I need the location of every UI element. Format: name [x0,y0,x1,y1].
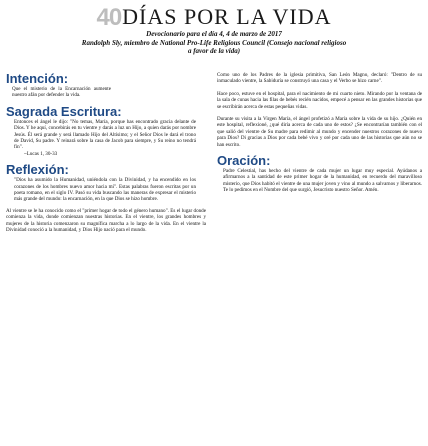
intention-text: Que el misterio de la Encarnación aumente nuestro afán por defender la vida. [12,86,111,99]
reflection-paragraph-1: "Dios ha asumido la Humanidad, uniéndola con la Divinidad, y ha encendido en los corazones de los hombres nuevo amor hacia mí". Estas palabras fueron escritas por un poeta romano, en el siglo IV. Pasó su vida buscando las maneras de expresar el misterio más grande del mundo: la encarnación, en la que Dios se hizo hombre. [14,177,196,203]
reflection-paragraph-5: Durante su visita a la Virgen María, el ángel profetizó a María sobre la vida de su hijo. ¿Quién en este hospital, reflexioné, ¿qué diría acerca de cada uno de estos? ¿Se encontrarían también con el que salió del vientre de Su madre para redimir al mundo y encender nuestros corazones de nuevo para Dios? Di gracias a Dios por cada bebé vivo y oré por cada uno de las historias que aún no se han escrito. [217,116,422,148]
devotional-author-cont: a favor de la vida) [187,47,241,55]
reflection-heading: Reflexión: [6,162,69,178]
scripture-heading: Sagrada Escritura: [6,103,122,119]
devotional-date: Devocionario para el día 4, 4 de marzo de 2017 [146,30,282,38]
reflection-paragraph-4: Hace poco, estuve en el hospital, para el nacimiento de mi cuarto nieto. Mirando por la ventana de la sala de cunas hacia las filas de bebés recién nacidos, empecé a pensar en las grandes historias que se escribirán acerca de estas pequeñas vidas. [217,90,422,110]
scripture-text: Entonces el ángel le dijo: "No temas, María, porque has encontrado gracia delante de Dios. Y he aquí, concebirás en tu vientre y darás a luz un Hijo, a quien darás por nombre Jesús. Él será grande y será llamado Hijo del Altísimo; y el Señor Dios le dará el trono de David, Su padre. Y reinará sobre la casa de Jacob para siempre, y Su reino no tendrá fin". [14,118,196,151]
reflection-paragraph-2: Al vientre se le ha conocido como el "primer hogar de todo el género humano". Es el lugar donde comienza la vida, donde comienzan nuestras historias. En el vientre, los grandes hombres y mujeres de la historia comenzaron su magnífica marcha a lo largo de la vida. En el vientre la Divinidad conoció a la humanidad, y Dios Hijo nació para el mundo. [6,207,206,234]
reflection-paragraph-3: Como uno de los Padres de la iglesia primitiva, San León Magno, declaró: "Dentro de su inmaculado vientre, la Sabiduría se construyó una casa y el Verbo se hizo carne". [217,72,422,85]
prayer-heading: Oración: [217,153,271,169]
right-column [217,72,422,194]
intention-heading: Intención: [6,71,69,86]
logo-number: 40 [96,4,122,31]
prayer-text: Padre Celestial, has hecho del vientre de cada mujer un lugar muy especial. Ayúdanos a afirmarnos a la santidad de este primer hogar de la humanidad, en recuerdo del maravilloso misterio, que Dios habitó el vientre de una mujer joven y vino al mundo a salvarnos y liberarnos. Te lo pedimos en el Nombre del que surgió, Jesucristo nuestro Señor. Amén. [223,168,422,194]
logo-text: DÍAS POR LA VIDA [122,4,332,29]
scripture-citation: ~Lucas 1, 30-33 [24,150,58,157]
devotional-header [0,30,428,56]
left-column [6,72,206,234]
devotional-author: Randolph Sly, miembro de National Pro-Life Religious Council (Consejo nacional religioso [81,38,347,47]
logo [0,4,428,31]
